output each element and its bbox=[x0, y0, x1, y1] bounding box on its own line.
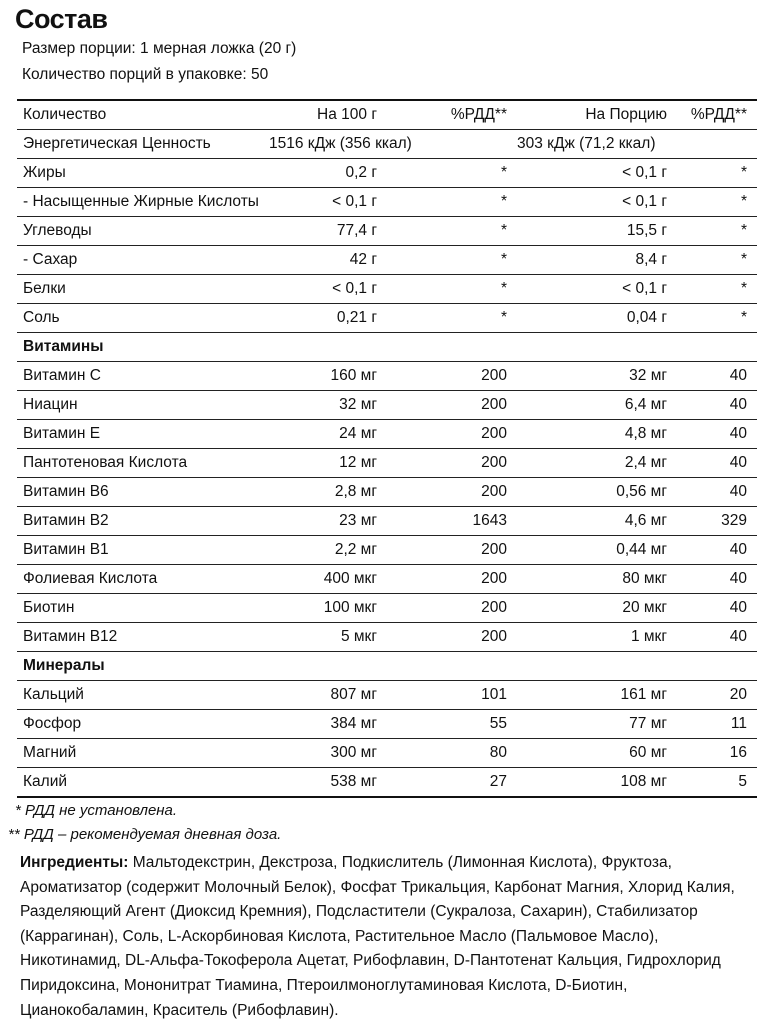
value-per-100g: 77,4 г bbox=[269, 217, 387, 246]
nutrient-name: Витамин В12 bbox=[17, 623, 269, 652]
rdd-per-serving: * bbox=[677, 159, 757, 188]
energy-per-serving: 303 кДж (71,2 ккал) bbox=[517, 130, 757, 159]
value-per-100g: 5 мкг bbox=[269, 623, 387, 652]
value-per-100g: 807 мг bbox=[269, 681, 387, 710]
nutrient-name: Витамин В2 bbox=[17, 507, 269, 536]
nutrient-name: Жиры bbox=[17, 159, 269, 188]
table-row bbox=[17, 159, 757, 188]
rdd-per-serving: 40 bbox=[677, 536, 757, 565]
value-per-100g: 23 мг bbox=[269, 507, 387, 536]
rdd-per-100g: 1643 bbox=[387, 507, 517, 536]
rdd-per-100g: 80 bbox=[387, 739, 517, 768]
table-row bbox=[17, 362, 757, 391]
rdd-per-serving: 40 bbox=[677, 420, 757, 449]
rdd-per-serving: 40 bbox=[677, 362, 757, 391]
footnote-rdd-not-set: * РДД не установлена. bbox=[15, 802, 178, 819]
header-per-100g: На 100 г bbox=[269, 100, 387, 130]
rdd-per-100g: 200 bbox=[387, 420, 517, 449]
table-row bbox=[17, 275, 757, 304]
rdd-per-serving: * bbox=[677, 304, 757, 333]
rdd-per-serving: * bbox=[677, 246, 757, 275]
nutrient-name: Витамин С bbox=[17, 362, 269, 391]
value-per-serving: 20 мкг bbox=[517, 594, 677, 623]
rdd-per-serving: 16 bbox=[677, 739, 757, 768]
table-row bbox=[17, 739, 757, 768]
rdd-per-serving: 40 bbox=[677, 623, 757, 652]
section-vitamins bbox=[17, 333, 757, 362]
section-vitamins-label: Витамины bbox=[17, 333, 757, 362]
value-per-100g: < 0,1 г bbox=[269, 275, 387, 304]
value-per-serving: < 0,1 г bbox=[517, 188, 677, 217]
rdd-per-100g: * bbox=[387, 304, 517, 333]
rdd-per-serving: * bbox=[677, 275, 757, 304]
rdd-per-serving: 40 bbox=[677, 565, 757, 594]
value-per-serving: 6,4 мг bbox=[517, 391, 677, 420]
value-per-100g: 538 мг bbox=[269, 768, 387, 798]
rdd-per-100g: 200 bbox=[387, 623, 517, 652]
value-per-100g: 2,2 мг bbox=[269, 536, 387, 565]
ingredients-text: Мальтодекстрин, Декстроза, Подкислитель (Лимонная Кислота), Фруктоза, Ароматизатор (содержит Молочный Белок), Фосфат Трикальция, Карбонат Магния, Хлорид Калия, Разделяющий Агент (Диоксид Кремния), Подсластители (Сукралоза, Сахарин), Стабилизатор (Каррагинан), Соль, L-Аскорбиновая Кислота, Растительное Масло (Пальмовое Масло), Никотинамид, DL-Альфа-Токоферола Ацетат, Рибофлавин, D-Пантотенат Кальция, Гидрохлорид Пиридоксина, Мононитрат Тиамина, Птероилмоноглутаминовая Кислота, D-Биотин, Цианокобаламин, Краситель (Рибофлавин). bbox=[20, 854, 735, 1019]
nutrition-table bbox=[17, 99, 757, 798]
value-per-serving: 8,4 г bbox=[517, 246, 677, 275]
rdd-per-100g: 200 bbox=[387, 391, 517, 420]
value-per-serving: 2,4 мг bbox=[517, 449, 677, 478]
header-rdd-serving: %РДД** bbox=[677, 100, 757, 130]
value-per-100g: 0,21 г bbox=[269, 304, 387, 333]
value-per-serving: < 0,1 г bbox=[517, 275, 677, 304]
value-per-100g: 2,8 мг bbox=[269, 478, 387, 507]
rdd-per-serving: * bbox=[677, 217, 757, 246]
value-per-serving: < 0,1 г bbox=[517, 159, 677, 188]
nutrient-name: Белки bbox=[17, 275, 269, 304]
energy-label: Энергетическая Ценность bbox=[17, 130, 269, 159]
rdd-per-serving: 40 bbox=[677, 449, 757, 478]
rdd-per-100g: * bbox=[387, 246, 517, 275]
value-per-serving: 0,56 мг bbox=[517, 478, 677, 507]
nutrient-name: - Сахар bbox=[17, 246, 269, 275]
nutrient-name: Пантотеновая Кислота bbox=[17, 449, 269, 478]
rdd-per-100g: 200 bbox=[387, 449, 517, 478]
table-row bbox=[17, 768, 757, 798]
table-row bbox=[17, 594, 757, 623]
value-per-100g: 0,2 г bbox=[269, 159, 387, 188]
value-per-100g: 12 мг bbox=[269, 449, 387, 478]
rdd-per-serving: 5 bbox=[677, 768, 757, 798]
nutrient-name: Фосфор bbox=[17, 710, 269, 739]
table-row bbox=[17, 391, 757, 420]
table-row bbox=[17, 565, 757, 594]
value-per-serving: 80 мкг bbox=[517, 565, 677, 594]
table-row bbox=[17, 449, 757, 478]
nutrient-name: - Насыщенные Жирные Кислоты bbox=[17, 188, 269, 217]
rdd-per-serving: * bbox=[677, 188, 757, 217]
value-per-serving: 77 мг bbox=[517, 710, 677, 739]
nutrient-name: Углеводы bbox=[17, 217, 269, 246]
value-per-100g: 42 г bbox=[269, 246, 387, 275]
value-per-serving: 32 мг bbox=[517, 362, 677, 391]
energy-row bbox=[17, 130, 757, 159]
table-row bbox=[17, 304, 757, 333]
value-per-serving: 4,6 мг bbox=[517, 507, 677, 536]
value-per-100g: 32 мг bbox=[269, 391, 387, 420]
nutrient-name: Фолиевая Кислота bbox=[17, 565, 269, 594]
table-row bbox=[17, 710, 757, 739]
value-per-serving: 0,04 г bbox=[517, 304, 677, 333]
section-minerals-label: Минералы bbox=[17, 652, 757, 681]
value-per-serving: 15,5 г bbox=[517, 217, 677, 246]
table-row bbox=[17, 507, 757, 536]
nutrient-name: Соль bbox=[17, 304, 269, 333]
ingredients-block bbox=[20, 851, 760, 1023]
rdd-per-100g: * bbox=[387, 159, 517, 188]
nutrient-name: Калий bbox=[17, 768, 269, 798]
energy-per-100g: 1516 кДж (356 ккал) bbox=[269, 130, 517, 159]
rdd-per-100g: 200 bbox=[387, 594, 517, 623]
table-row bbox=[17, 478, 757, 507]
rdd-per-serving: 40 bbox=[677, 391, 757, 420]
header-quantity: Количество bbox=[17, 100, 269, 130]
table-header-row bbox=[17, 100, 757, 130]
rdd-per-serving: 40 bbox=[677, 594, 757, 623]
rdd-per-serving: 20 bbox=[677, 681, 757, 710]
rdd-per-100g: * bbox=[387, 217, 517, 246]
page-title: Состав bbox=[15, 4, 108, 34]
table-row bbox=[17, 681, 757, 710]
rdd-per-100g: * bbox=[387, 188, 517, 217]
table-row bbox=[17, 188, 757, 217]
table-row bbox=[17, 246, 757, 275]
value-per-100g: 300 мг bbox=[269, 739, 387, 768]
nutrient-name: Витамин Е bbox=[17, 420, 269, 449]
value-per-serving: 1 мкг bbox=[517, 623, 677, 652]
rdd-per-serving: 11 bbox=[677, 710, 757, 739]
table-row bbox=[17, 536, 757, 565]
nutrient-name: Витамин В1 bbox=[17, 536, 269, 565]
rdd-per-serving: 329 bbox=[677, 507, 757, 536]
value-per-serving: 0,44 мг bbox=[517, 536, 677, 565]
table-row bbox=[17, 420, 757, 449]
rdd-per-serving: 40 bbox=[677, 478, 757, 507]
ingredients-label: Ингредиенты: bbox=[20, 854, 129, 871]
table-row bbox=[17, 623, 757, 652]
rdd-per-100g: 27 bbox=[387, 768, 517, 798]
header-rdd-100g: %РДД** bbox=[387, 100, 517, 130]
footnote-rdd-definition: ** РДД – рекомендуемая дневная доза. bbox=[8, 826, 282, 843]
value-per-100g: 100 мкг bbox=[269, 594, 387, 623]
rdd-per-100g: 200 bbox=[387, 362, 517, 391]
nutrient-name: Магний bbox=[17, 739, 269, 768]
rdd-per-100g: 200 bbox=[387, 478, 517, 507]
rdd-per-100g: * bbox=[387, 275, 517, 304]
serving-size: Размер порции: 1 мерная ложка (20 г) bbox=[22, 40, 297, 57]
value-per-serving: 60 мг bbox=[517, 739, 677, 768]
section-minerals bbox=[17, 652, 757, 681]
value-per-100g: 400 мкг bbox=[269, 565, 387, 594]
value-per-100g: 384 мг bbox=[269, 710, 387, 739]
nutrient-name: Биотин bbox=[17, 594, 269, 623]
nutrient-name: Витамин В6 bbox=[17, 478, 269, 507]
rdd-per-100g: 200 bbox=[387, 565, 517, 594]
nutrient-name: Ниацин bbox=[17, 391, 269, 420]
nutrient-name: Кальций bbox=[17, 681, 269, 710]
value-per-100g: 24 мг bbox=[269, 420, 387, 449]
rdd-per-100g: 101 bbox=[387, 681, 517, 710]
value-per-serving: 161 мг bbox=[517, 681, 677, 710]
value-per-100g: 160 мг bbox=[269, 362, 387, 391]
rdd-per-100g: 200 bbox=[387, 536, 517, 565]
value-per-100g: < 0,1 г bbox=[269, 188, 387, 217]
value-per-serving: 108 мг bbox=[517, 768, 677, 798]
header-per-serving: На Порцию bbox=[517, 100, 677, 130]
table-row bbox=[17, 217, 757, 246]
rdd-per-100g: 55 bbox=[387, 710, 517, 739]
servings-per-container: Количество порций в упаковке: 50 bbox=[22, 66, 269, 83]
value-per-serving: 4,8 мг bbox=[517, 420, 677, 449]
